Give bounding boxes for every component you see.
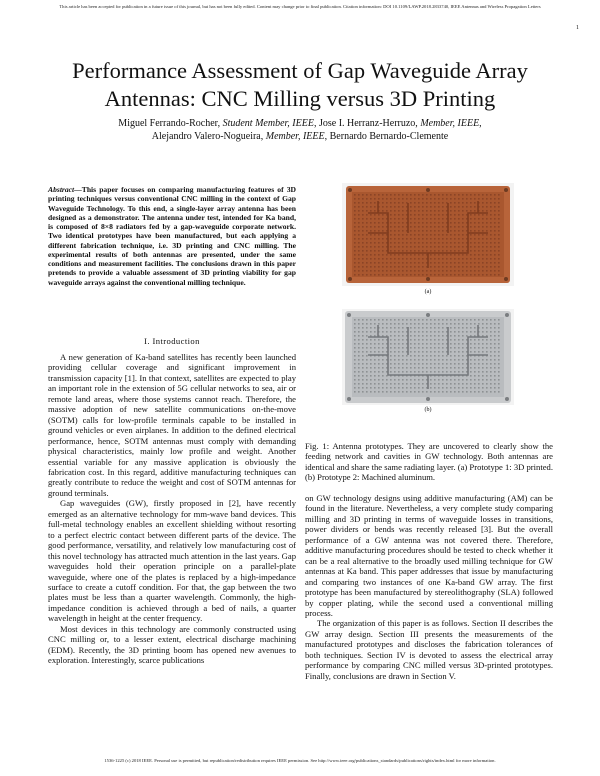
journal-notice: This article has been accepted for publication in a future issue of this journal, but has not been fully edited. Content may change prior to final publication. Citation information: DOI 10.1109/LAWP.2018.2833740, IEEE Antennas and Wireless Propagation Letters: [59, 4, 541, 9]
figure-1a-label: (a): [424, 289, 432, 295]
figure-1-caption: Fig. 1: Antenna prototypes. They are uncovered to clearly show the feeding network and cavities in GW technology. Both antennas are identical and share the same radiating layer. (a) Prototype 1: 3D printed. (b) Prototype 2: Machined aluminum.: [305, 441, 553, 483]
paragraph: on GW technology designs using additive manufacturing (AM) can be found in the literature. Nevertheless, a very complete study comparing milling and 3D printing in terms of waveguide losses in transitions, power dividers or bends was recently released [3]. But the overall performance of a GW antenna was not covered there. Therefore, additive manufacturing procedures should be tested to check whether it can be a real alternative to the broadly used milling technique for GW antennas at Ka band. This paper addresses that issue by manufacturing and comparing two instances of one Ka-band GW array. The first prototype has been manufactured by stereolithography (SLA) followed by copper plating, while the second used a conventional milling process.: [305, 493, 553, 618]
figure-1b-label: (b): [424, 407, 432, 413]
paper-title: Performance Assessment of Gap Waveguide Array Antennas: CNC Milling versus 3D Printing: [72, 58, 528, 111]
author-list: [40, 118, 560, 143]
author-1-membership: Student Member, IEEE: [222, 118, 314, 129]
section-heading: I. Introduction: [144, 336, 200, 346]
author-2-membership: Member, IEEE,: [420, 118, 482, 129]
author-2: , Jose I. Herranz-Herruzo,: [313, 118, 421, 129]
copyright-footer: 1536-1225 (c) 2018 IEEE. Personal use is permitted, but republication/redistribution requires IEEE permission. See http://www.ieee.org/publications_standards/publications/rights/index.html for more information.: [104, 758, 496, 763]
author-3-membership: Member, IEEE: [265, 130, 325, 142]
abstract-label: Abstract: [48, 185, 75, 194]
abstract: [48, 185, 296, 287]
left-column-body: [48, 352, 296, 666]
paragraph: Most devices in this technology are commonly constructed using CNC milling or, to a lesser extent, electrical discharge machining (EDM). Recently, the 3D printing boom has opened new avenues to exploration. Interestingly, scarce publications: [48, 623, 296, 666]
author-3: Alejandro Valero-Nogueira,: [151, 130, 266, 142]
page-number: 1: [576, 25, 579, 31]
right-column-body: [305, 493, 553, 681]
paragraph: The organization of this paper is as follows. Section II describes the GW array design. Section III presents the measurements of the manufactured prototypes and discloses the fabrication tolerances of both techniques. Section IV is devoted to assess the electrical array performance by comparing CNC milled versus 3D-printed prototypes. Finally, conclusions are drawn in Section V.: [305, 618, 553, 681]
figure-1b-aluminum-prototype: [342, 309, 514, 405]
author-4: , Bernardo Bernardo-Clemente: [324, 130, 449, 142]
figure-1a-copper-prototype: [342, 183, 514, 286]
paragraph: Gap waveguides (GW), firstly proposed in [2], have recently emerged as an alternative technology for mm-wave band devices. This full-metal technology enables an excellent shielding without resorting to a perfect electric contact between different parts of the device. The good performance, versatility, and relatively low manufacturing cost of this novel technology has attracted much attention in the last years. Gap waveguides hold their operation principle on a parallel-plate waveguide, where one of the plates is replaced by a high-impedance surface to create a cutoff condition. For that, the gap between the two plates must be less than a quarter wavelength. Commonly, the high-impedance condition is achieved through a bed of nails, a quarter wavelength in height at the center frequency.: [48, 498, 296, 624]
abstract-text: —This paper focuses on comparing manufacturing features of 3D printing techniques versus conventional CNC milling in the context of Gap Waveguide Technology. To this end, a single-layer array antenna has been designed as a demonstrator. The antenna under test, intended for Ka band, is composed of 8×8 radiators fed by a gap-waveguide corporate network. Two identical prototypes have been manufactured, but each applying a different fabrication technique, i.e. 3D printing and CNC milling. The experimental results of both antennas are presented, under the same conditions and measurement facilities. The conclusions drawn in this paper pretends to provide a valuable assessment of 3D printing viability for gap waveguide arrays against the conventional milling technique.: [48, 185, 296, 287]
author-1: Miguel Ferrando-Rocher,: [118, 118, 223, 129]
paragraph: A new generation of Ka-band satellites has recently been launched providing cellular coverage and significant improvement in transmission capacity [1]. In that context, satellites are expected to play an important role in the extension of 5G cellular networks to sea, air or remote land areas, where those systems cannot reach. Therefore, the massive adoption of new satellite communications on-the-move (SOTM) calls for low-profile terminals capable to be installed in ground vehicles or even airplanes. In addition to the defined electrical performance, hence, SOTM antennas must comply with demanding physical characteristics, mainly low profile and weight. Another essential variable for any massive application is obviously the fabrication cost. In this regard, additive manufacturing techniques can greatly contribute to reduce the weight and cost of SOTM antennas for ground terminals.: [48, 352, 296, 498]
